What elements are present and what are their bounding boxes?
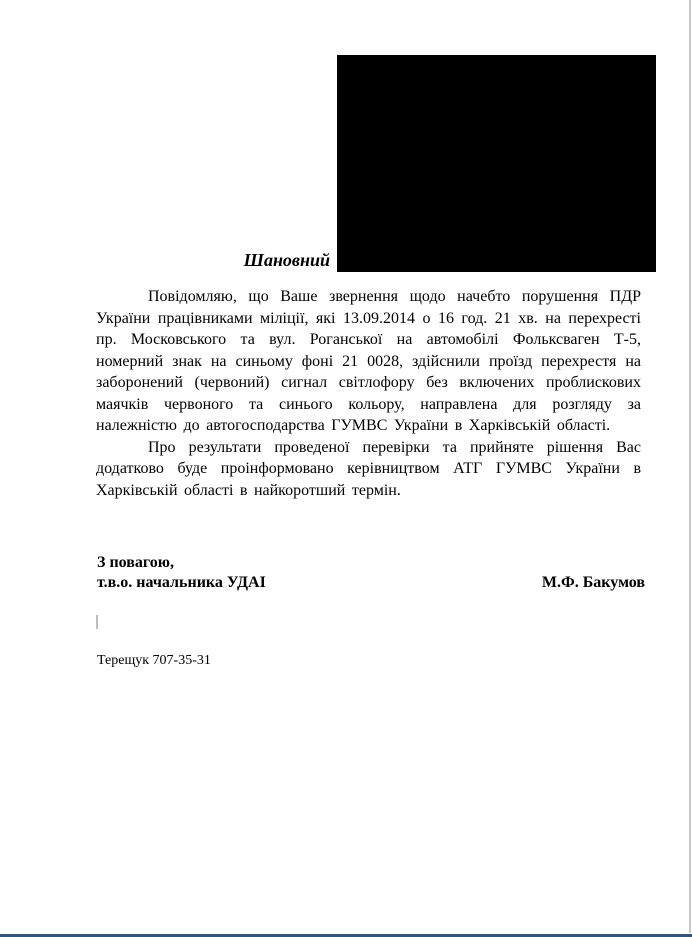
closing-line: З повагою, (97, 554, 174, 571)
letter-body (96, 286, 641, 501)
page-right-border (689, 0, 691, 933)
signature-row (97, 573, 645, 593)
salutation: Шановний (243, 250, 330, 270)
text-cursor-artifact (96, 615, 98, 629)
contact-note: Терещук 707-35-31 (97, 653, 211, 668)
body-paragraph-1: Повідомляю, що Ваше звернення щодо начебто порушення ПДР України працівниками міліції, які 13.09.2014 о 16 год. 21 хв. на перехресті пр. Московського та вул. Роганської на автомобілі Фольксваген Т-5, номерний знак на синьому фоні 21 0028, здійснили проїзд перехрестя на заборонений (червоний) сигнал світлофору без включених проблискових маячків червоного та синього кольору, направлена для розгляду за належністю до автогосподарства ГУМВС України в Харківській області. (96, 288, 641, 434)
signer-title: т.в.о. начальника УДАІ (97, 574, 266, 591)
body-paragraph-2: Про результати проведеної перевірки та прийняте рішення Вас додатково буде проінформовано керівництвом АТГ ГУМВС України в Харківській області в найкоротший термін. (96, 438, 641, 499)
redacted-recipient-block (337, 55, 656, 272)
signer-name: М.Ф. Бакумов (541, 574, 645, 591)
